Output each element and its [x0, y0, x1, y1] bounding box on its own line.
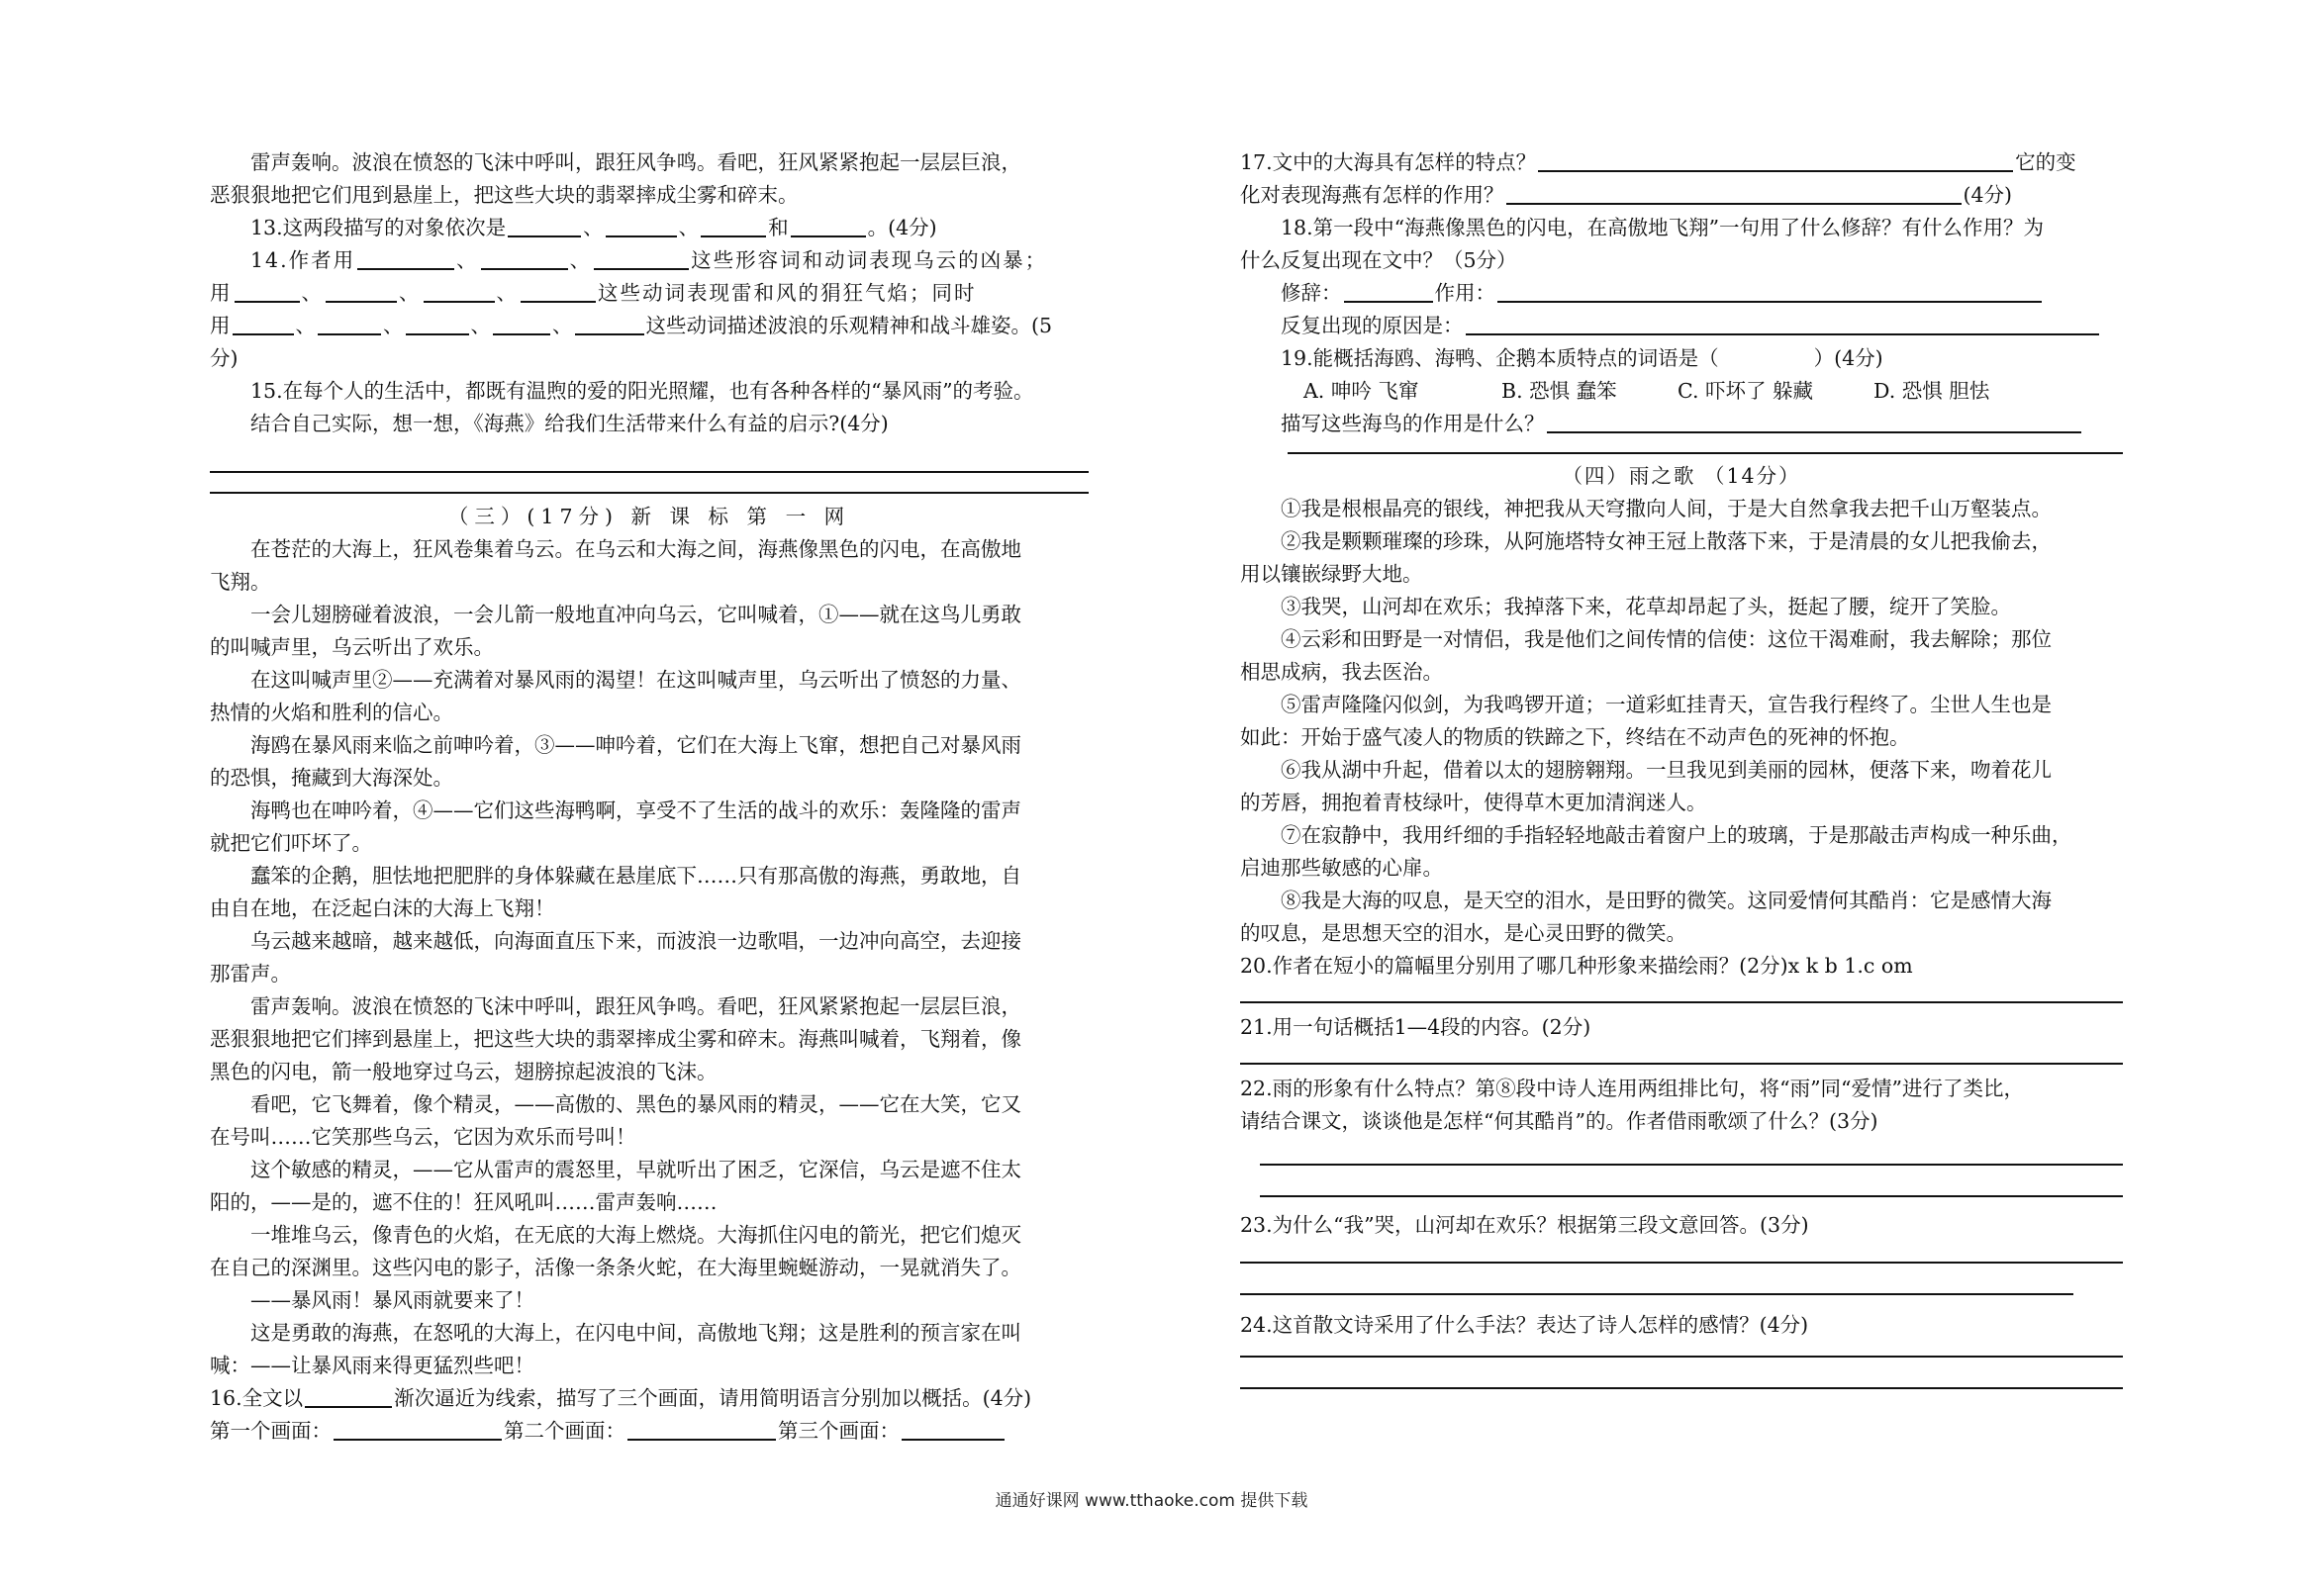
passage-line: 蠢笨的企鹅，胆怯地把肥胖的身体躲藏在悬崖底下……只有那高傲的海燕，勇敢地，自: [250, 864, 1021, 888]
question-15: 15.在每个人的生活中，都既有温煦的爱的阳光照耀，也有各种各样的“暴风雨”的考验。: [250, 379, 1034, 403]
answer-blank[interactable]: [334, 1419, 502, 1441]
passage-line: 喊：——让暴风雨来得更猛烈些吧！: [210, 1354, 534, 1377]
passage-line: 在自己的深渊里。这些闪电的影子，活像一条条火蛇，在大海里蜿蜒游动，一晃就消失了。: [210, 1256, 1021, 1279]
question-23: 23.为什么“我”哭，山河却在欢乐？根据第三段文意回答。(3分): [1240, 1213, 1809, 1237]
poem-line: ②我是颗颗璀璨的珍珠，从阿施塔特女神王冠上散落下来，于是清晨的女儿把我偷去，: [1281, 529, 2052, 553]
answer-blank[interactable]: [233, 314, 294, 335]
passage-line: ——暴风雨！暴风雨就要来了！: [250, 1288, 534, 1312]
passage-line: 在号叫……它笑那些乌云，它因为欢乐而号叫！: [210, 1125, 636, 1149]
answer-blank[interactable]: [493, 314, 550, 335]
question-14-line: 用 、 、 、 、 这些动词描述波浪的乐观精神和战斗雄姿。(5: [210, 314, 1053, 337]
poem-line: 用以镶嵌绿野大地。: [1240, 562, 1423, 586]
answer-blank[interactable]: [1547, 412, 2081, 433]
section-4-heading: （四）雨之歌 （14分）: [1562, 464, 1801, 488]
passage-line: 那雷声。: [210, 962, 291, 986]
passage-line: 恶狠狠地把它们摔到悬崖上，把这些大块的翡翠摔成尘雾和碎末。海燕叫喊着，飞翔着，像: [210, 1027, 1021, 1051]
passage-line: 热情的火焰和胜利的信心。: [210, 701, 453, 724]
poem-line: ⑤雷声隆隆闪似剑，为我鸣锣开道；一道彩虹挂青天，宣告我行程终了。尘世人生也是: [1281, 693, 2052, 716]
passage-line: 乌云越来越暗，越来越低，向海面直压下来，而波浪一边歌唱，一边冲向高空，去迎接: [250, 929, 1021, 953]
passage-line: 阳的，——是的，遮不住的！狂风吼叫……雷声轰响……: [210, 1190, 718, 1214]
passage-line: 黑色的闪电，箭一般地穿过乌云，翅膀掠起波浪的飞沫。: [210, 1060, 718, 1083]
answer-blank[interactable]: [424, 281, 495, 303]
question-18-answers: 修辞： 作用：: [1240, 277, 2123, 310]
question-16-answers: 第一个画面： 第二个画面： 第三个画面：: [210, 1415, 1089, 1448]
answer-line[interactable]: [1240, 1063, 2123, 1065]
answer-line[interactable]: [1240, 1387, 2123, 1389]
answer-blank[interactable]: [305, 1386, 392, 1408]
option-a[interactable]: A. 呻吟 飞窜: [1303, 379, 1419, 403]
answer-blank[interactable]: [902, 1419, 1005, 1441]
answer-blank[interactable]: [406, 314, 469, 335]
answer-blank[interactable]: [235, 281, 300, 303]
poem-line: 相思成病，我去医治。: [1240, 660, 1443, 684]
passage-line: 这是勇敢的海燕，在怒吼的大海上，在闪电中间，高傲地飞翔；这是胜利的预言家在叫: [250, 1321, 1021, 1345]
question-13: 13.这两段描写的对象依次是 、 、 和 。(4分): [250, 216, 937, 239]
question-22-line: 请结合课文，谈谈他是怎样“何其酷肖”的。作者借雨歌颂了什么？(3分): [1240, 1109, 1878, 1133]
passage-line: 雷声轰响。波浪在愤怒的飞沫中呼叫，跟狂风争鸣。看吧，狂风紧紧抱起一层层巨浪，: [250, 994, 1021, 1018]
passage-line: 的叫喊声里，乌云听出了欢乐。: [210, 635, 494, 659]
answer-blank[interactable]: [606, 216, 677, 237]
answer-line[interactable]: [210, 492, 1089, 494]
question-18-line: 什么反复出现在文中？（5分）: [1240, 248, 1517, 272]
question-15-line: 结合自己实际，想一想，《海燕》给我们生活带来什么有益的启示?(4分): [250, 412, 889, 435]
question-16: 16.全文以 渐次逼近为线索，描写了三个画面，请用简明语言分别加以概括。(4分): [210, 1386, 1032, 1410]
question-21: 21.用一句话概括1—4段的内容。(2分): [1240, 1015, 1591, 1039]
answer-blank[interactable]: [521, 281, 596, 303]
page-footer: 通通好课网 www.tthaoke.com 提供下载: [995, 1491, 1308, 1511]
answer-blank[interactable]: [575, 314, 644, 335]
answer-blank[interactable]: [318, 314, 381, 335]
poem-line: 启迪那些敏感的心扉。: [1240, 856, 1443, 880]
passage-line: 这个敏感的精灵，——它从雷声的震怒里，早就听出了困乏，它深信，乌云是遮不住太: [250, 1158, 1021, 1181]
passage-line: 恶狠狠地把它们甩到悬崖上，把这些大块的翡翠摔成尘雾和碎末。: [210, 183, 799, 207]
passage-line: 雷声轰响。波浪在愤怒的飞沫中呼叫，跟狂风争鸣。看吧，狂风紧紧抱起一层层巨浪，: [250, 150, 1021, 174]
question-17-line: 化对表现海燕有怎样的作用？ (4分): [1240, 183, 2013, 207]
answer-blank[interactable]: [594, 248, 689, 270]
option-d[interactable]: D. 恐惧 胆怯: [1873, 379, 1990, 403]
answer-blank[interactable]: [1538, 150, 2013, 172]
poem-line: ①我是根根晶亮的银线，神把我从天穹撒向人间，于是大自然拿我去把千山万壑装点。: [1281, 497, 2052, 520]
answer-line[interactable]: [1288, 452, 2123, 454]
answer-line[interactable]: [1240, 1001, 2123, 1003]
answer-line[interactable]: [1240, 1293, 2073, 1295]
answer-blank[interactable]: [481, 248, 568, 270]
question-19-options: [1240, 375, 2123, 408]
question-17: 17.文中的大海具有怎样的特点？ 它的变: [1240, 150, 2076, 174]
passage-line: 看吧，它飞舞着，像个精灵，——高傲的、黑色的暴风雨的精灵，——它在大笑，它又: [250, 1092, 1021, 1116]
poem-line: 的叹息，是思想天空的泪水，是心灵田野的微笑。: [1240, 921, 1686, 945]
question-19-line: 描写这些海鸟的作用是什么？: [1240, 408, 2123, 440]
passage-line: 海鸥在暴风雨来临之前呻吟着，③——呻吟着，它们在大海上飞窜，想把自己对暴风雨: [250, 733, 1021, 757]
passage-line: 的恐惧，掩藏到大海深处。: [210, 766, 453, 790]
question-24: 24.这首散文诗采用了什么手法？表达了诗人怎样的感情？(4分): [1240, 1313, 1809, 1337]
left-column: [210, 146, 1089, 1448]
question-14-line: 用 、 、 、 这些动词表现雷和风的狷狂气焰；同时: [210, 281, 977, 305]
passage-line: 在苍茫的大海上，狂风卷集着乌云。在乌云和大海之间，海燕像黑色的闪电，在高傲地: [250, 537, 1021, 561]
answer-blank[interactable]: [508, 216, 581, 237]
passage-line: 一会儿翅膀碰着波浪，一会儿箭一般地直冲向乌云，它叫喊着，①——就在这鸟儿勇敢: [250, 603, 1021, 626]
answer-line[interactable]: [1240, 1356, 2123, 1358]
poem-line: ④云彩和田野是一对情侣，我是他们之间传情的信使：这位干渴难耐，我去解除；那位: [1281, 627, 2052, 651]
answer-blank[interactable]: [1506, 183, 1962, 205]
passage-line: 海鸭也在呻吟着，④——它们这些海鸭啊，享受不了生活的战斗的欢乐：轰隆隆的雷声: [250, 798, 1021, 822]
section-3-heading: （三）(17分) 新 课 标 第 一 网: [447, 505, 851, 528]
answer-line[interactable]: [210, 471, 1089, 473]
option-c[interactable]: C. 吓坏了 躲藏: [1678, 379, 1814, 403]
poem-line: ⑦在寂静中，我用纤细的手指轻轻地敲击着窗户上的玻璃，于是那敲击声构成一种乐曲，: [1281, 823, 2072, 847]
answer-blank[interactable]: [1466, 314, 2099, 335]
answer-blank[interactable]: [627, 1419, 776, 1441]
poem-line: ⑧我是大海的叹息，是天空的泪水，是田野的微笑。这同爱情何其酷肖：它是感情大海: [1281, 889, 2052, 912]
poem-line: 的芳唇，拥抱着青枝绿叶，使得草木更加清润迷人。: [1240, 791, 1707, 814]
question-19: 19.能概括海鸥、海鸭、企鹅本质特点的词语是（ ）(4分): [1281, 346, 1883, 370]
answer-blank[interactable]: [701, 216, 766, 237]
answer-blank[interactable]: [791, 216, 866, 237]
question-14: 14.作者用 、 、 这些形容词和动词表现乌云的凶暴；: [250, 248, 1048, 272]
question-14-line: 分): [210, 346, 239, 370]
poem-line: ③我哭，山河却在欢乐；我掉落下来，花草却昂起了头，挺起了腰，绽开了笑脸。: [1281, 595, 2011, 618]
answer-blank[interactable]: [1344, 281, 1433, 303]
poem-line: ⑥我从湖中升起，借着以太的翅膀翱翔。一旦我见到美丽的园林，便落下来，吻着花儿: [1281, 758, 2052, 782]
passage-line: 由自在地，在泛起白沫的大海上飞翔！: [210, 896, 555, 920]
answer-blank[interactable]: [1497, 281, 2042, 303]
passage-line: 飞翔。: [210, 570, 271, 594]
answer-blank[interactable]: [357, 248, 454, 270]
passage-line: 就把它们吓坏了。: [210, 831, 372, 855]
answer-line[interactable]: [1240, 1262, 2123, 1264]
option-b[interactable]: B. 恐惧 蠢笨: [1501, 379, 1617, 403]
question-20: 20.作者在短小的篇幅里分别用了哪几种形象来描绘雨？(2分)x k b 1.c om: [1240, 954, 1913, 978]
answer-line[interactable]: [1260, 1164, 2123, 1166]
question-22: 22.雨的形象有什么特点？第⑧段中诗人连用两组排比句，将“雨”同“爱情”进行了类比，: [1240, 1077, 2025, 1100]
passage-line: 在这叫喊声里②——充满着对暴风雨的渴望！在这叫喊声里，乌云听出了愤怒的力量、: [250, 668, 1021, 692]
question-18-answers: 反复出现的原因是：: [1240, 310, 2123, 342]
right-column: [1240, 146, 2123, 1389]
question-18: 18.第一段中“海燕像黑色的闪电，在高傲地飞翔”一句用了什么修辞？有什么作用？为: [1281, 216, 2045, 239]
answer-line[interactable]: [1260, 1195, 2123, 1197]
passage-line: 一堆堆乌云，像青色的火焰，在无底的大海上燃烧。大海抓住闪电的箭光，把它们熄灭: [250, 1223, 1021, 1247]
answer-blank[interactable]: [326, 281, 397, 303]
poem-line: 如此：开始于盛气凌人的物质的铁蹄之下，终结在不动声色的死神的怀抱。: [1240, 725, 1910, 749]
